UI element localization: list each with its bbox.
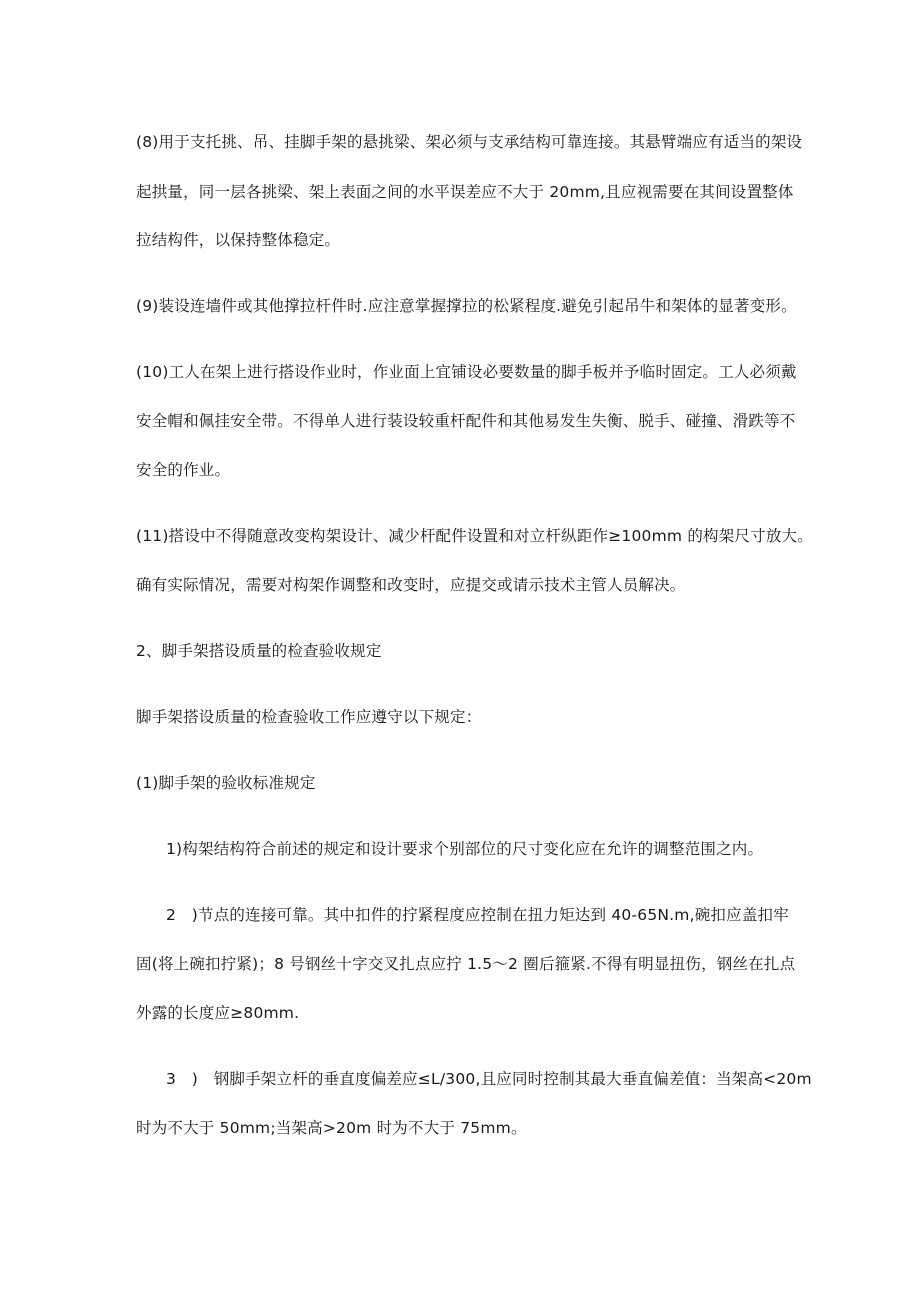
item-3-line-1: 3 ) 钢脚手架立杆的垂直度偏差应≤L/300,且应同时控制其最大垂直偏差值：当架高<20m [166, 1070, 812, 1088]
paragraph-11-line-1: (11)搭设中不得随意改变构架设计、减少杆配件设置和对立杆纵距作≥100mm 的构架尺寸放大。 [136, 527, 813, 545]
section-heading: 2、脚手架搭设质量的检查验收规定 [136, 642, 382, 660]
item-2-line-2: 固(将上碗扣拧紧)；8 号钢丝十字交叉扎点应拧 1.5～2 圈后箍紧.不得有明显扭伤，钢丝在扎点 [136, 955, 796, 973]
paragraph-8-line-2: 起拱量，同一层各挑梁、架上表面之间的水平误差应不大于 20mm,且应视需要在其间设置整体 [136, 183, 794, 201]
paragraph-8-line-3: 拉结构件，以保持整体稳定。 [136, 231, 341, 249]
paragraph-10-line-1: (10)工人在架上进行搭设作业时，作业面上宜铺设必要数量的脚手板并予临时固定。工人必须戴 [136, 363, 797, 381]
item-1-line-1: 1)构架结构符合前述的规定和设计要求个别部位的尺寸变化应在允许的调整范围之内。 [166, 840, 764, 858]
section-intro: 脚手架搭设质量的检查验收工作应遵守以下规定： [136, 708, 482, 726]
paragraph-10-line-2: 安全帽和佩挂安全带。不得单人进行装设较重杆配件和其他易发生失衡、脱手、碰撞、滑跌等不 [136, 412, 796, 430]
paragraph-9-line-1: (9)装设连墙件或其他撑拉杆件时.应注意掌握撑拉的松紧程度.避免引起吊牛和架体的显著变形。 [136, 297, 797, 315]
subsection-heading: (1)脚手架的验收标准规定 [136, 774, 316, 792]
paragraph-10-line-3: 安全的作业。 [136, 461, 231, 479]
item-2-line-1: 2 )节点的连接可靠。其中扣件的拧紧程度应控制在扭力矩达到 40-65N.m,碗扣应盖扣牢 [166, 906, 789, 924]
item-2-line-3: 外露的长度应≥80mm. [136, 1004, 300, 1022]
item-3-line-2: 时为不大于 50mm;当架高>20m 时为不大于 75mm。 [136, 1119, 527, 1137]
paragraph-8-line-1: (8)用于支托挑、吊、挂脚手架的悬挑梁、架必须与支承结构可靠连接。其悬臂端应有适当的架设 [136, 133, 803, 151]
paragraph-11-line-2: 确有实际情况，需要对构架作调整和改变时，应提交或请示技术主管人员解决。 [136, 576, 686, 594]
